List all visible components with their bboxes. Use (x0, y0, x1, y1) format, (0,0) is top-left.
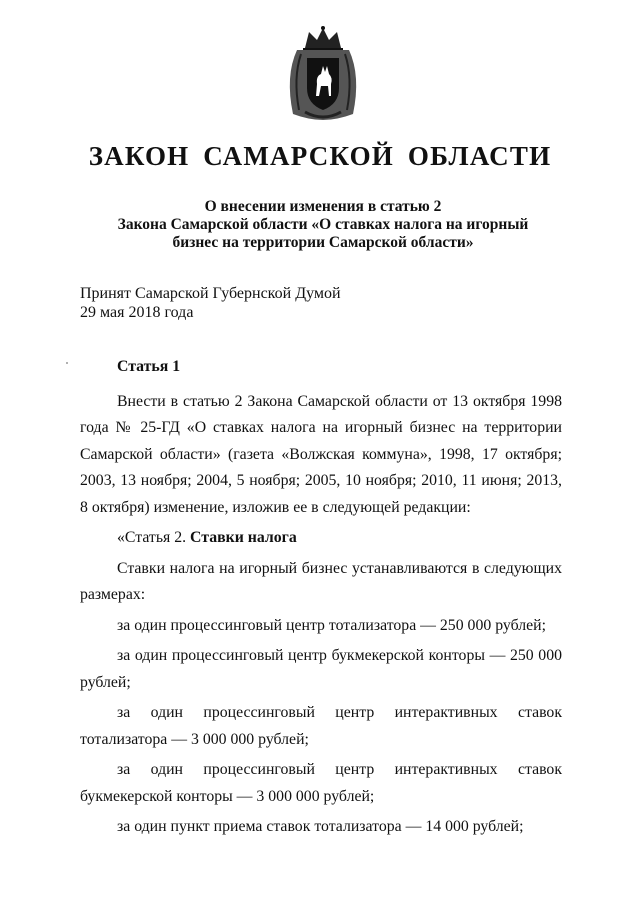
subtitle-line: Закона Самарской области «О ставках налога на игорный (117, 216, 529, 233)
samara-coat-of-arms-icon (283, 26, 363, 122)
rate-item: за один пункт приема ставок тотализатора — 14 000 рублей; (117, 818, 524, 835)
rate-item: за один процессинговый центр интерактивных ставок букмекерской конторы — 3 000 000 рублей; (80, 761, 562, 805)
adoption-info (80, 284, 341, 322)
rate-item: за один процессинговый центр интерактивных ставок тотализатора — 3 000 000 рублей; (80, 704, 562, 748)
article-heading: Статья 1 (117, 358, 181, 375)
law-title: ЗАКОН САМАРСКОЙ ОБЛАСТИ (88, 141, 552, 171)
article-intro: Внести в статью 2 Закона Самарской области от 13 октября 1998 года № 25-ГД «О ставках налога на игорный бизнес на территории Самарской области» (газета «Волжская коммуна», 1998, 17 октября; 2003, 13 ноября; 2004, 5 ноября; 2005, 10 ноября; 2010, 11 июня; 2013, 8 октября) изменение, изложив ее в следующей редакции: (80, 392, 562, 516)
adoption-body: Принят Самарской Губернской Думой (80, 285, 341, 302)
rate-item: за один процессинговый центр тотализатора — 250 000 рублей; (117, 616, 546, 634)
law-subtitle (80, 198, 566, 252)
quoted-article-heading (80, 525, 562, 552)
rate-item: за один процессинговый центр букмекерской конторы — 250 000 рублей; (80, 647, 562, 691)
quoted-heading-prefix: «Статья 2. (117, 529, 191, 546)
quoted-heading-bold: Ставки налога (190, 529, 297, 546)
subtitle-line: О внесении изменения в статью 2 (204, 198, 442, 215)
subtitle-line: бизнес на территории Самарской области» (172, 234, 474, 251)
article-body (80, 354, 562, 841)
adoption-date: 29 мая 2018 года (80, 304, 194, 321)
rates-intro: Ставки налога на игорный бизнес устанавливаются в следующих размерах: (80, 559, 562, 603)
